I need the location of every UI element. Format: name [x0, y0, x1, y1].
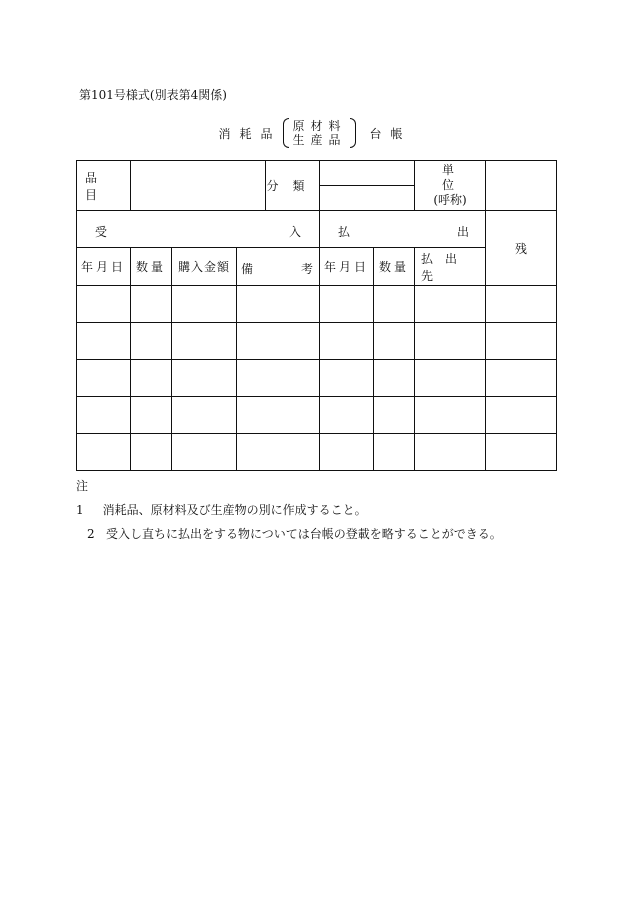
note-1: 注1 消耗品、原材料及び生産物の別に作成すること。	[76, 479, 367, 517]
table-cell[interactable]	[415, 323, 486, 360]
category-label: 分類	[266, 179, 319, 193]
table-row	[77, 434, 557, 471]
payout-header	[320, 211, 486, 248]
category-value-cell[interactable]	[320, 161, 415, 211]
table-cell[interactable]	[237, 360, 320, 397]
table-cell[interactable]	[320, 360, 374, 397]
table-cell[interactable]	[486, 397, 557, 434]
category-value-bottom[interactable]	[320, 186, 414, 210]
unit-sub-label: (呼称)	[433, 193, 467, 207]
table-cell[interactable]	[320, 323, 374, 360]
table-cell[interactable]	[77, 397, 131, 434]
table-cell[interactable]	[77, 434, 131, 471]
title-prefix: 消耗品	[218, 126, 282, 141]
table-cell[interactable]	[172, 397, 237, 434]
table-cell[interactable]	[415, 397, 486, 434]
table-cell[interactable]	[131, 397, 172, 434]
col-date-in: 年月日	[77, 248, 131, 286]
table-row	[77, 323, 557, 360]
table-cell[interactable]	[320, 397, 374, 434]
col-purchase-amount: 購入金額	[172, 248, 237, 286]
table-cell[interactable]	[486, 434, 557, 471]
table-cell[interactable]	[415, 434, 486, 471]
table-cell[interactable]	[415, 360, 486, 397]
receipt-label-left: 受	[95, 225, 108, 239]
table-cell[interactable]	[374, 286, 415, 323]
ledger-body	[77, 286, 557, 471]
table-cell[interactable]	[131, 323, 172, 360]
table-cell[interactable]	[237, 323, 320, 360]
table-cell[interactable]	[415, 286, 486, 323]
table-cell[interactable]	[486, 286, 557, 323]
table-cell[interactable]	[77, 360, 131, 397]
unit-value-cell[interactable]	[486, 161, 557, 211]
table-row	[77, 397, 557, 434]
col-payee: 払出先	[415, 248, 486, 286]
table-cell[interactable]	[237, 397, 320, 434]
col-remarks: 備 考	[237, 248, 320, 286]
item-value-cell[interactable]	[131, 161, 266, 211]
table-cell[interactable]	[77, 323, 131, 360]
payout-label-left: 払	[338, 225, 351, 239]
col-qty-out: 数量	[374, 248, 415, 286]
title-bracket-bottom: 生産品	[292, 133, 347, 147]
category-label-cell	[266, 161, 320, 211]
title-bracket	[283, 118, 355, 148]
item-label: 品目	[85, 170, 116, 202]
table-cell[interactable]	[77, 286, 131, 323]
table-cell[interactable]	[374, 360, 415, 397]
table-cell[interactable]	[172, 360, 237, 397]
table-cell[interactable]	[172, 286, 237, 323]
notes	[76, 474, 502, 546]
table-cell[interactable]	[131, 286, 172, 323]
table-cell[interactable]	[320, 286, 374, 323]
table-cell[interactable]	[486, 360, 557, 397]
ledger-title	[0, 118, 630, 148]
table-row	[77, 360, 557, 397]
unit-label: 単位	[441, 163, 472, 192]
balance-header	[486, 211, 557, 286]
table-cell[interactable]	[237, 434, 320, 471]
table-cell[interactable]	[374, 434, 415, 471]
payout-label-right: 出	[456, 225, 469, 239]
table-row	[77, 286, 557, 323]
table-cell[interactable]	[172, 323, 237, 360]
table-cell[interactable]	[486, 323, 557, 360]
table-cell[interactable]	[237, 286, 320, 323]
form-number: 第101号様式(別表第4関係)	[79, 88, 227, 102]
unit-label-cell	[415, 161, 486, 211]
table-cell[interactable]	[172, 434, 237, 471]
table-cell[interactable]	[374, 397, 415, 434]
table-cell[interactable]	[131, 434, 172, 471]
col-qty-in: 数量	[131, 248, 172, 286]
title-suffix: 台帳	[369, 126, 412, 141]
receipt-header	[77, 211, 320, 248]
note-2: 2 受入し直ちに払出をする物については台帳の登載を略することができる。	[87, 527, 502, 541]
item-label-cell	[77, 161, 131, 211]
col-date-out: 年月日	[320, 248, 374, 286]
table-cell[interactable]	[320, 434, 374, 471]
ledger-table	[76, 160, 557, 471]
table-cell[interactable]	[131, 360, 172, 397]
category-value-top[interactable]	[320, 161, 414, 186]
balance-label: 残	[514, 241, 527, 256]
receipt-label-right: 入	[288, 225, 301, 239]
table-cell[interactable]	[374, 323, 415, 360]
title-bracket-top: 原材料	[292, 119, 347, 133]
